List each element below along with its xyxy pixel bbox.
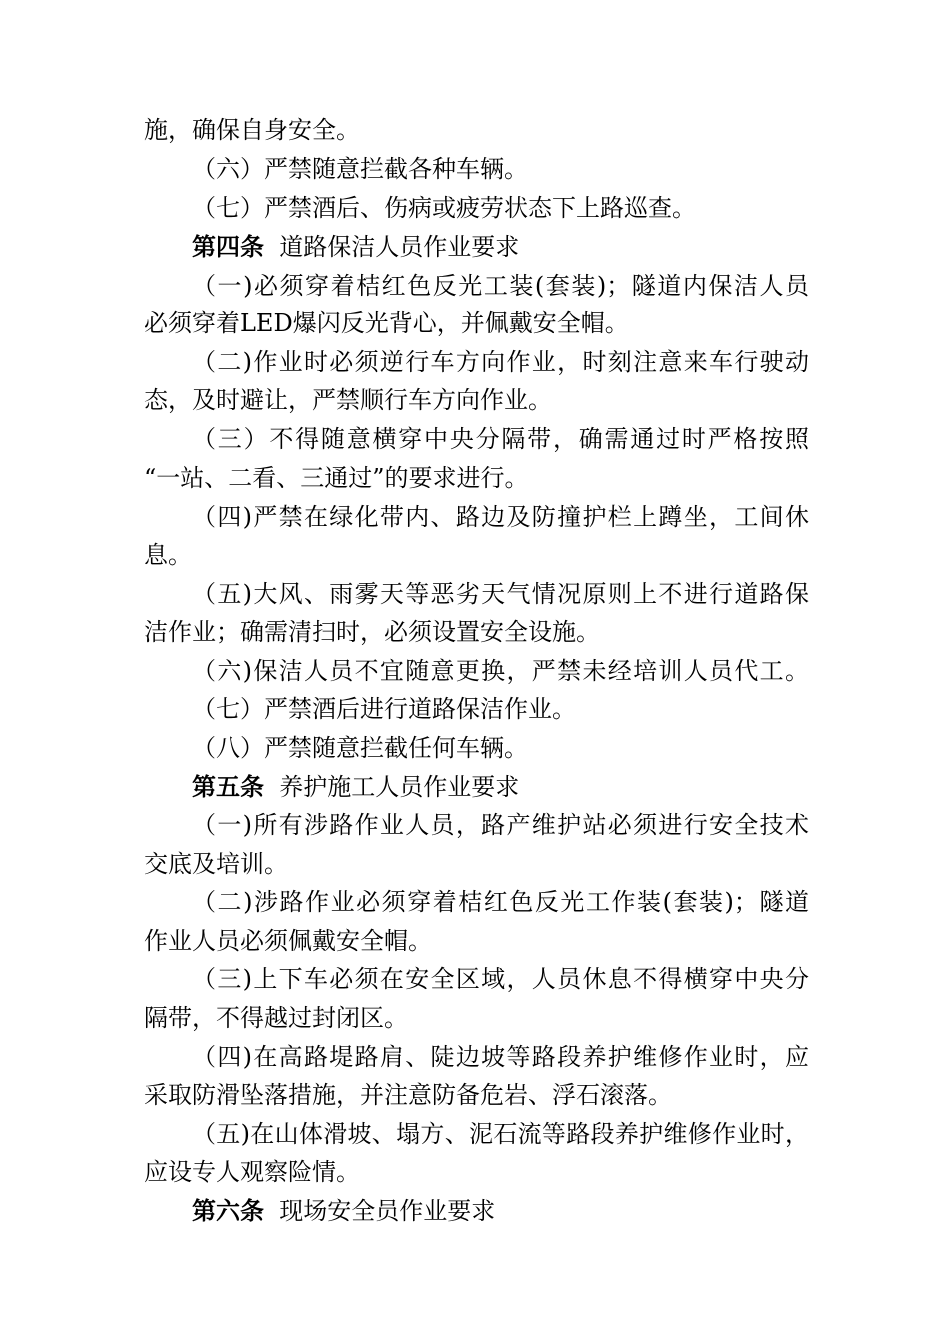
- paragraph-line: 必须穿着LED爆闪反光背心，并佩戴安全帽。: [144, 309, 629, 337]
- paragraph-line: “一站、二看、三通过”的要求进行。: [144, 464, 529, 492]
- article-heading-4: [192, 229, 809, 265]
- paragraph-line: （六）严禁随意拦截各种车辆。: [192, 155, 528, 183]
- paragraph-line: （二)涉路作业必须穿着桔红色反光工作装(套装)；隧道: [192, 888, 809, 916]
- article-number: 第六条: [192, 1197, 264, 1225]
- article-heading-5: [192, 769, 809, 805]
- article-number: 第四条: [192, 233, 264, 261]
- paragraph-line: 施，确保自身安全。: [144, 116, 360, 144]
- paragraph-line: （一)必须穿着桔红色反光工装(套装)；隧道内保洁人员: [192, 272, 809, 300]
- paragraph-line: 作业人员必须佩戴安全帽。: [144, 927, 432, 955]
- article-title: 现场安全员作业要求: [279, 1197, 496, 1225]
- paragraph-line: 隔带，不得越过封闭区。: [144, 1004, 408, 1032]
- paragraph-line: （六)保洁人员不宜随意更换，严禁未经培训人员代工。: [192, 657, 809, 685]
- paragraph-line: （一)所有涉路作业人员，路产维护站必须进行安全技术: [192, 811, 809, 839]
- article-number: 第五条: [192, 773, 264, 801]
- paragraph-line: （二)作业时必须逆行车方向作业，时刻注意来车行驶动: [192, 348, 809, 376]
- paragraph-line: 采取防滑坠落措施，并注意防备危岩、浮石滚落。: [144, 1081, 672, 1109]
- paragraph-line: 交底及培训。: [144, 850, 288, 878]
- article-title: 养护施工人员作业要求: [279, 773, 520, 801]
- paragraph-line: 洁作业；确需清扫时，必须设置安全设施。: [144, 618, 600, 646]
- paragraph-line: 态，及时避让，严禁顺行车方向作业。: [144, 386, 552, 414]
- paragraph-line: （三)上下车必须在安全区域，人员休息不得横穿中央分: [192, 965, 809, 993]
- paragraph-line: （七）严禁酒后、伤病或疲劳状态下上路巡查。: [192, 194, 696, 222]
- paragraph-line: （三）不得随意横穿中央分隔带，确需通过时严格按照: [192, 425, 809, 453]
- paragraph-line: （四)在高路堤路肩、陡边坡等路段养护维修作业时，应: [192, 1043, 809, 1071]
- paragraph-line: （四)严禁在绿化带内、路边及防撞护栏上蹲坐，工间休: [192, 503, 809, 531]
- paragraph-line: （七）严禁酒后进行道路保洁作业。: [192, 695, 576, 723]
- article-title: 道路保洁人员作业要求: [279, 233, 520, 261]
- paragraph-line: 应设专人观察险情。: [144, 1158, 360, 1186]
- paragraph-line: （五)在山体滑坡、塌方、泥石流等路段养护维修作业时，: [192, 1120, 809, 1148]
- paragraph-line: 息。: [144, 541, 192, 569]
- paragraph-line: （八）严禁随意拦截任何车辆。: [192, 734, 528, 762]
- paragraph-line: （五)大风、雨雾天等恶劣天气情况原则上不进行道路保: [192, 580, 809, 608]
- article-heading-6: [192, 1193, 809, 1229]
